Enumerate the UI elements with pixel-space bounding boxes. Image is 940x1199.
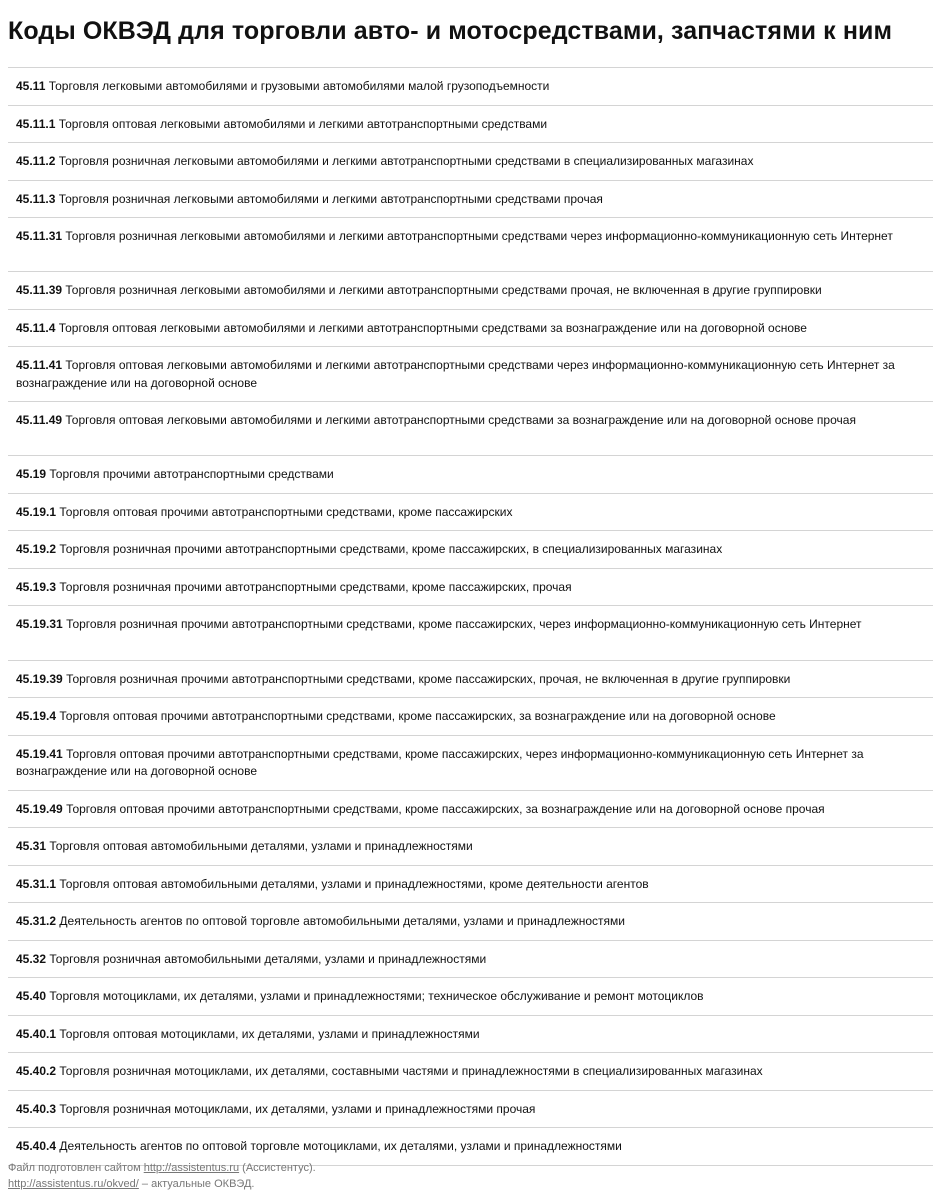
okved-description: Торговля оптовая прочими автотранспортными средствами, кроме пассажирских, через информационно-коммуникационную сеть Интернет за вознаграждение или на договорной основе [16, 746, 864, 779]
okved-description: Торговля розничная автомобильными деталями, узлами и принадлежностями [49, 951, 487, 966]
okved-description: Торговля прочими автотранспортными средствами [49, 467, 334, 482]
list-item [8, 791, 933, 829]
footer [8, 1160, 316, 1192]
okved-description: Торговля розничная прочими автотранспортными средствами, кроме пассажирских, прочая [59, 579, 572, 594]
okved-code: 45.11 [16, 79, 46, 93]
okved-code: 45.19.39 [16, 671, 63, 686]
okved-description: Торговля оптовая мотоциклами, их деталями, узлами и принадлежностями [59, 1026, 480, 1041]
okved-description: Торговля оптовая прочими автотранспортными средствами, кроме пассажирских [59, 504, 513, 519]
okved-description: Торговля розничная прочими автотранспортными средствами, кроме пассажирских, через информационно-коммуникационную сеть Интернет [66, 617, 862, 632]
okved-description: Торговля розничная легковыми автомобилями и легкими автотранспортными средствами через информационно-коммуникационную сеть Интернет [65, 229, 893, 243]
list-item [8, 402, 933, 456]
list-item [8, 698, 933, 736]
okved-description: Торговля мотоциклами, их деталями, узлами и принадлежностями; техническое обслуживание и ремонт мотоциклов [49, 989, 704, 1004]
list-item [8, 181, 933, 219]
list-item [8, 736, 933, 791]
footer-line-2 [8, 1176, 316, 1192]
site-link[interactable]: http://assistentus.ru [143, 1162, 240, 1174]
okved-code: 45.19 [16, 467, 47, 482]
okved-description: Торговля розничная прочими автотранспортными средствами, кроме пассажирских, в специализированных магазинах [59, 542, 723, 557]
okved-code: 45.11.31 [16, 229, 63, 243]
okved-description: Торговля оптовая прочими автотранспортными средствами, кроме пассажирских, за вознаграждение или на договорной основе прочая [66, 801, 825, 816]
okved-description: Деятельность агентов по оптовой торговле мотоциклами, их деталями, узлами и принадлежностями [59, 1139, 622, 1154]
okved-code: 45.11.1 [16, 116, 56, 131]
okved-code: 45.31.2 [16, 914, 57, 929]
list-item [8, 494, 933, 532]
okved-code: 45.19.41 [16, 746, 63, 761]
okved-code: 45.40.3 [16, 1101, 57, 1116]
list-item [8, 68, 933, 106]
list-item [8, 941, 933, 979]
okved-description: Торговля оптовая автомобильными деталями, узлами и принадлежностями [49, 839, 473, 854]
okved-link[interactable]: http://assistentus.ru/okved/ [8, 1178, 139, 1190]
okved-description: Торговля легковыми автомобилями и грузовыми автомобилями малой грузоподъемности [48, 79, 550, 93]
okved-code: 45.31 [16, 839, 47, 854]
okved-code: 45.40.4 [16, 1139, 57, 1154]
okved-code: 45.11.3 [16, 191, 56, 206]
okved-description: Деятельность агентов по оптовой торговле автомобильными деталями, узлами и принадлежностями [59, 914, 625, 929]
list-item [8, 903, 933, 941]
list-item [8, 828, 933, 866]
okved-description: Торговля розничная легковыми автомобилями и легкими автотранспортными средствами прочая [58, 191, 603, 206]
list-item [8, 1091, 933, 1129]
okved-description: Торговля розничная мотоциклами, их деталями, узлами и принадлежностями прочая [59, 1101, 536, 1116]
okved-code-list [8, 67, 933, 1166]
okved-code: 45.31.1 [16, 876, 57, 891]
okved-code: 45.32 [16, 951, 47, 966]
footer-suffix: – актуальные ОКВЭД. [138, 1178, 255, 1190]
okved-code: 45.11.49 [16, 413, 63, 428]
footer-prefix: Файл подготовлен сайтом [8, 1162, 144, 1174]
okved-description: Торговля оптовая легковыми автомобилями и легкими автотранспортными средствами за вознаграждение или на договорной основе [58, 320, 807, 335]
list-item [8, 1053, 933, 1091]
list-item [8, 218, 933, 272]
okved-code: 45.19.31 [16, 617, 63, 632]
footer-line-1 [8, 1160, 316, 1176]
okved-description: Торговля розничная легковыми автомобилями и легкими автотранспортными средствами прочая, не включенная в другие группировки [65, 283, 822, 298]
list-item [8, 978, 933, 1016]
list-item [8, 143, 933, 181]
okved-description: Торговля розничная мотоциклами, их деталями, составными частями и принадлежностями в специализированных магазинах [59, 1064, 763, 1079]
okved-description: Торговля оптовая автомобильными деталями, узлами и принадлежностями, кроме деятельности агентов [59, 876, 649, 891]
list-item [8, 531, 933, 569]
list-item [8, 347, 933, 402]
okved-code: 45.40 [16, 989, 47, 1004]
okved-description: Торговля оптовая легковыми автомобилями и легкими автотранспортными средствами за вознаграждение или на договорной основе прочая [65, 413, 856, 428]
okved-description: Торговля оптовая прочими автотранспортными средствами, кроме пассажирских, за вознаграждение или на договорной основе [59, 709, 776, 724]
okved-code: 45.40.1 [16, 1026, 57, 1041]
list-item [8, 866, 933, 904]
page-title: Коды ОКВЭД для торговли авто- и мотосредствами, запчастями к ним [8, 17, 893, 45]
okved-description: Торговля розничная легковыми автомобилями и легкими автотранспортными средствами в специализированных магазинах [58, 154, 754, 168]
okved-code: 45.19.4 [16, 709, 57, 724]
list-item [8, 310, 933, 348]
okved-description: Торговля оптовая легковыми автомобилями и легкими автотранспортными средствами через информационно-коммуникационную сеть Интернет за вознаграждение или на договорной основе [16, 358, 895, 390]
okved-code: 45.11.39 [16, 283, 63, 298]
okved-code: 45.19.1 [16, 504, 57, 519]
okved-code: 45.40.2 [16, 1064, 57, 1079]
okved-code: 45.11.4 [16, 320, 56, 335]
okved-description: Торговля оптовая легковыми автомобилями и легкими автотранспортными средствами [58, 116, 548, 131]
list-item [8, 569, 933, 607]
list-item [8, 272, 933, 310]
okved-code: 45.19.49 [16, 801, 63, 816]
okved-code: 45.19.2 [16, 542, 57, 557]
list-item [8, 456, 933, 494]
list-item [8, 1016, 933, 1054]
list-item [8, 606, 933, 660]
okved-description: Торговля розничная прочими автотранспортными средствами, кроме пассажирских, прочая, не включенная в другие группировки [66, 671, 791, 686]
okved-code: 45.11.41 [16, 358, 63, 373]
footer-suffix: (Ассистентус). [239, 1162, 316, 1174]
okved-code: 45.19.3 [16, 579, 57, 594]
list-item [8, 106, 933, 144]
okved-code: 45.11.2 [16, 154, 56, 168]
list-item [8, 661, 933, 699]
